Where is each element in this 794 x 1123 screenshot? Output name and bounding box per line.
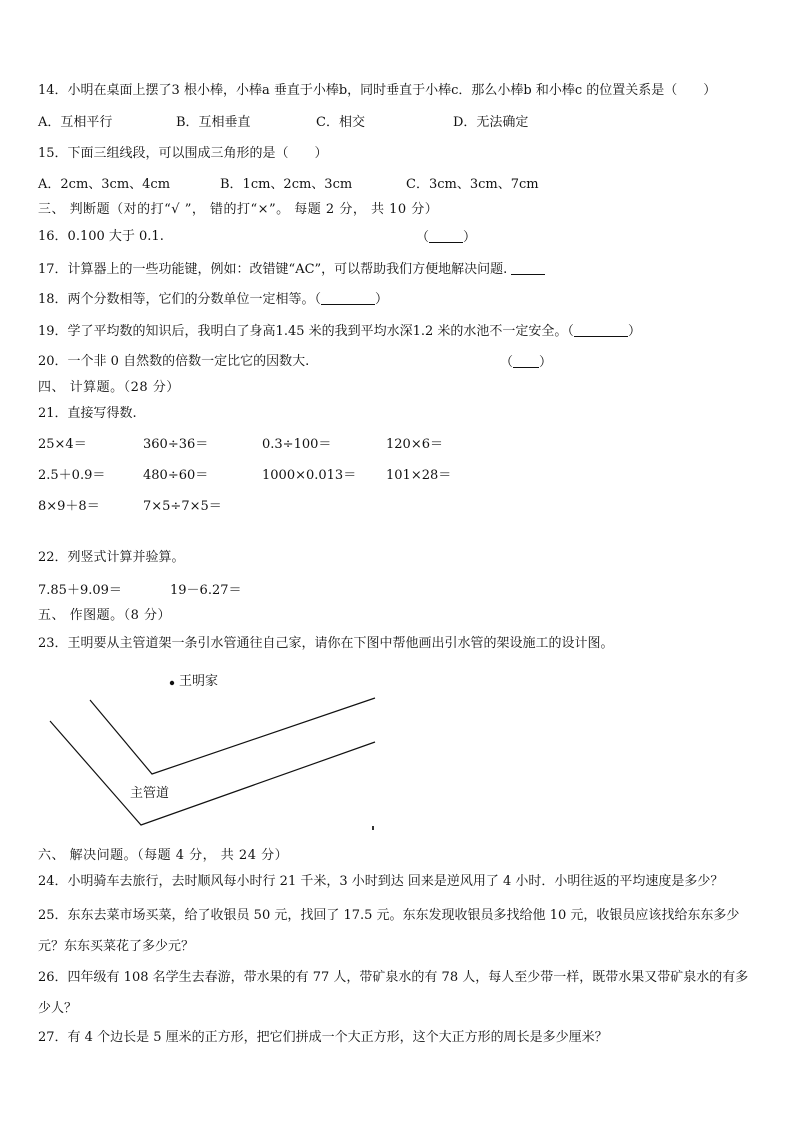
section-3-title: 三、 判断题（对的打“√ ”， 错的打“×”。 每题 2 分， 共 10 分） bbox=[38, 202, 439, 217]
q16-answer[interactable] bbox=[416, 228, 476, 247]
q19-close: ） bbox=[627, 324, 641, 339]
q14-option-b[interactable]: B．互相垂直 bbox=[176, 115, 251, 130]
calc-item: 25×4＝ bbox=[38, 437, 87, 452]
question-25: 25．东东去菜市场买菜，给了收银员 50 元，找回了 17.5 元。东东发现收银员多找给他 10 元，收银员应该找给东东多少元？东东买菜花了多少元？ bbox=[38, 908, 740, 954]
q16-paren-open: （ bbox=[416, 230, 430, 245]
q15-option-c[interactable]: C．3cm、3cm、7cm bbox=[406, 177, 539, 192]
q14-option-a[interactable]: A．互相平行 bbox=[38, 115, 113, 130]
question-19 bbox=[38, 322, 641, 341]
calc-item: 7×5÷7×5＝ bbox=[143, 499, 222, 514]
section-4-title: 四、 计算题。（28 分） bbox=[38, 380, 180, 395]
calc-item: 8×9＋8＝ bbox=[38, 499, 100, 514]
pipe-label: 主管道 bbox=[130, 786, 170, 801]
home-label: 王明家 bbox=[179, 674, 219, 689]
vertical-calc-item: 7.85＋9.09＝ bbox=[38, 583, 122, 598]
question-18 bbox=[38, 290, 388, 309]
q15-option-b[interactable]: B．1cm、2cm、3cm bbox=[220, 177, 353, 192]
question-14: 14．小明在桌面上摆了3 根小棒，小棒a 垂直于小棒b，同时垂直于小棒c．那么小棒b 和小棒c 的位置关系是（ ） bbox=[38, 83, 717, 98]
calc-item: 1000×0.013＝ bbox=[262, 468, 357, 483]
question-15: 15．下面三组线段，可以围成三角形的是（ ） bbox=[38, 146, 328, 161]
section-5-title: 五、 作图题。（8 分） bbox=[38, 608, 172, 623]
q14-option-d[interactable]: D．无法确定 bbox=[453, 115, 529, 130]
question-22: 22．列竖式计算并验算。 bbox=[38, 550, 185, 565]
calc-item: 2.5＋0.9＝ bbox=[38, 468, 106, 483]
q18-close: ） bbox=[375, 292, 389, 307]
q15-option-a[interactable]: A．2cm、3cm、4cm bbox=[38, 177, 171, 192]
q20-answer[interactable] bbox=[500, 353, 552, 372]
question-17 bbox=[38, 260, 545, 279]
q18-blank[interactable] bbox=[321, 290, 375, 305]
q20-paren-open: （ bbox=[500, 355, 514, 370]
q20-paren-close: ） bbox=[539, 355, 553, 370]
question-20: 20．一个非 0 自然数的倍数一定比它的因数大. bbox=[38, 354, 310, 369]
calc-item: 480÷60＝ bbox=[143, 468, 209, 483]
question-23: 23．王明要从主管道架一条引水管通往自己家，请你在下图中帮他画出引水管的架设施工的设计图。 bbox=[38, 636, 614, 651]
home-point[interactable] bbox=[170, 681, 174, 685]
q16-blank[interactable] bbox=[429, 228, 463, 243]
calc-item: 101×28＝ bbox=[386, 468, 452, 483]
vertical-calc-item: 19－6.27＝ bbox=[170, 583, 242, 598]
q19-blank[interactable] bbox=[574, 322, 628, 337]
q17-text: 17．计算器上的一些功能键，例如：改错键“AC”，可以帮助我们方便地解决问题. bbox=[38, 262, 508, 277]
pipe-outer-line bbox=[50, 721, 375, 825]
section-6-title: 六、 解决问题。（每题 4 分， 共 24 分） bbox=[38, 848, 289, 863]
q16-paren-close: ） bbox=[463, 230, 477, 245]
q18-text: 18．两个分数相等，它们的分数单位一定相等。（ bbox=[38, 292, 322, 307]
calc-item: 0.3÷100＝ bbox=[262, 437, 332, 452]
calc-item: 360÷36＝ bbox=[143, 437, 209, 452]
pipe-diagram[interactable] bbox=[40, 664, 385, 839]
question-21: 21．直接写得数. bbox=[38, 406, 137, 421]
q20-blank[interactable] bbox=[513, 353, 539, 368]
question-27: 27．有 4 个边长是 5 厘米的正方形，把它们拼成一个大正方形，这个大正方形的周长是多少厘米？ bbox=[38, 1030, 608, 1045]
pipe-inner-line bbox=[90, 698, 375, 774]
q19-text: 19．学了平均数的知识后，我明白了身高1.45 米的我到平均水深1.2 米的水池不一定安全。（ bbox=[38, 324, 574, 339]
question-24: 24．小明骑车去旅行，去时顺风每小时行 21 千米，3 小时到达 回来是逆风用了 4 小时．小明往返的平均速度是多少？ bbox=[38, 874, 724, 889]
calc-item: 120×6＝ bbox=[386, 437, 443, 452]
question-26: 26．四年级有 108 名学生去春游，带水果的有 77 人，带矿泉水的有 78 人，每人至少带一样，既带水果又带矿泉水的有多少人？ bbox=[38, 970, 749, 1016]
q14-option-c[interactable]: C．相交 bbox=[316, 115, 365, 130]
question-16: 16．0.100 大于 0.1. bbox=[38, 229, 164, 244]
q17-blank[interactable] bbox=[511, 260, 545, 275]
scan-mark bbox=[372, 826, 374, 830]
